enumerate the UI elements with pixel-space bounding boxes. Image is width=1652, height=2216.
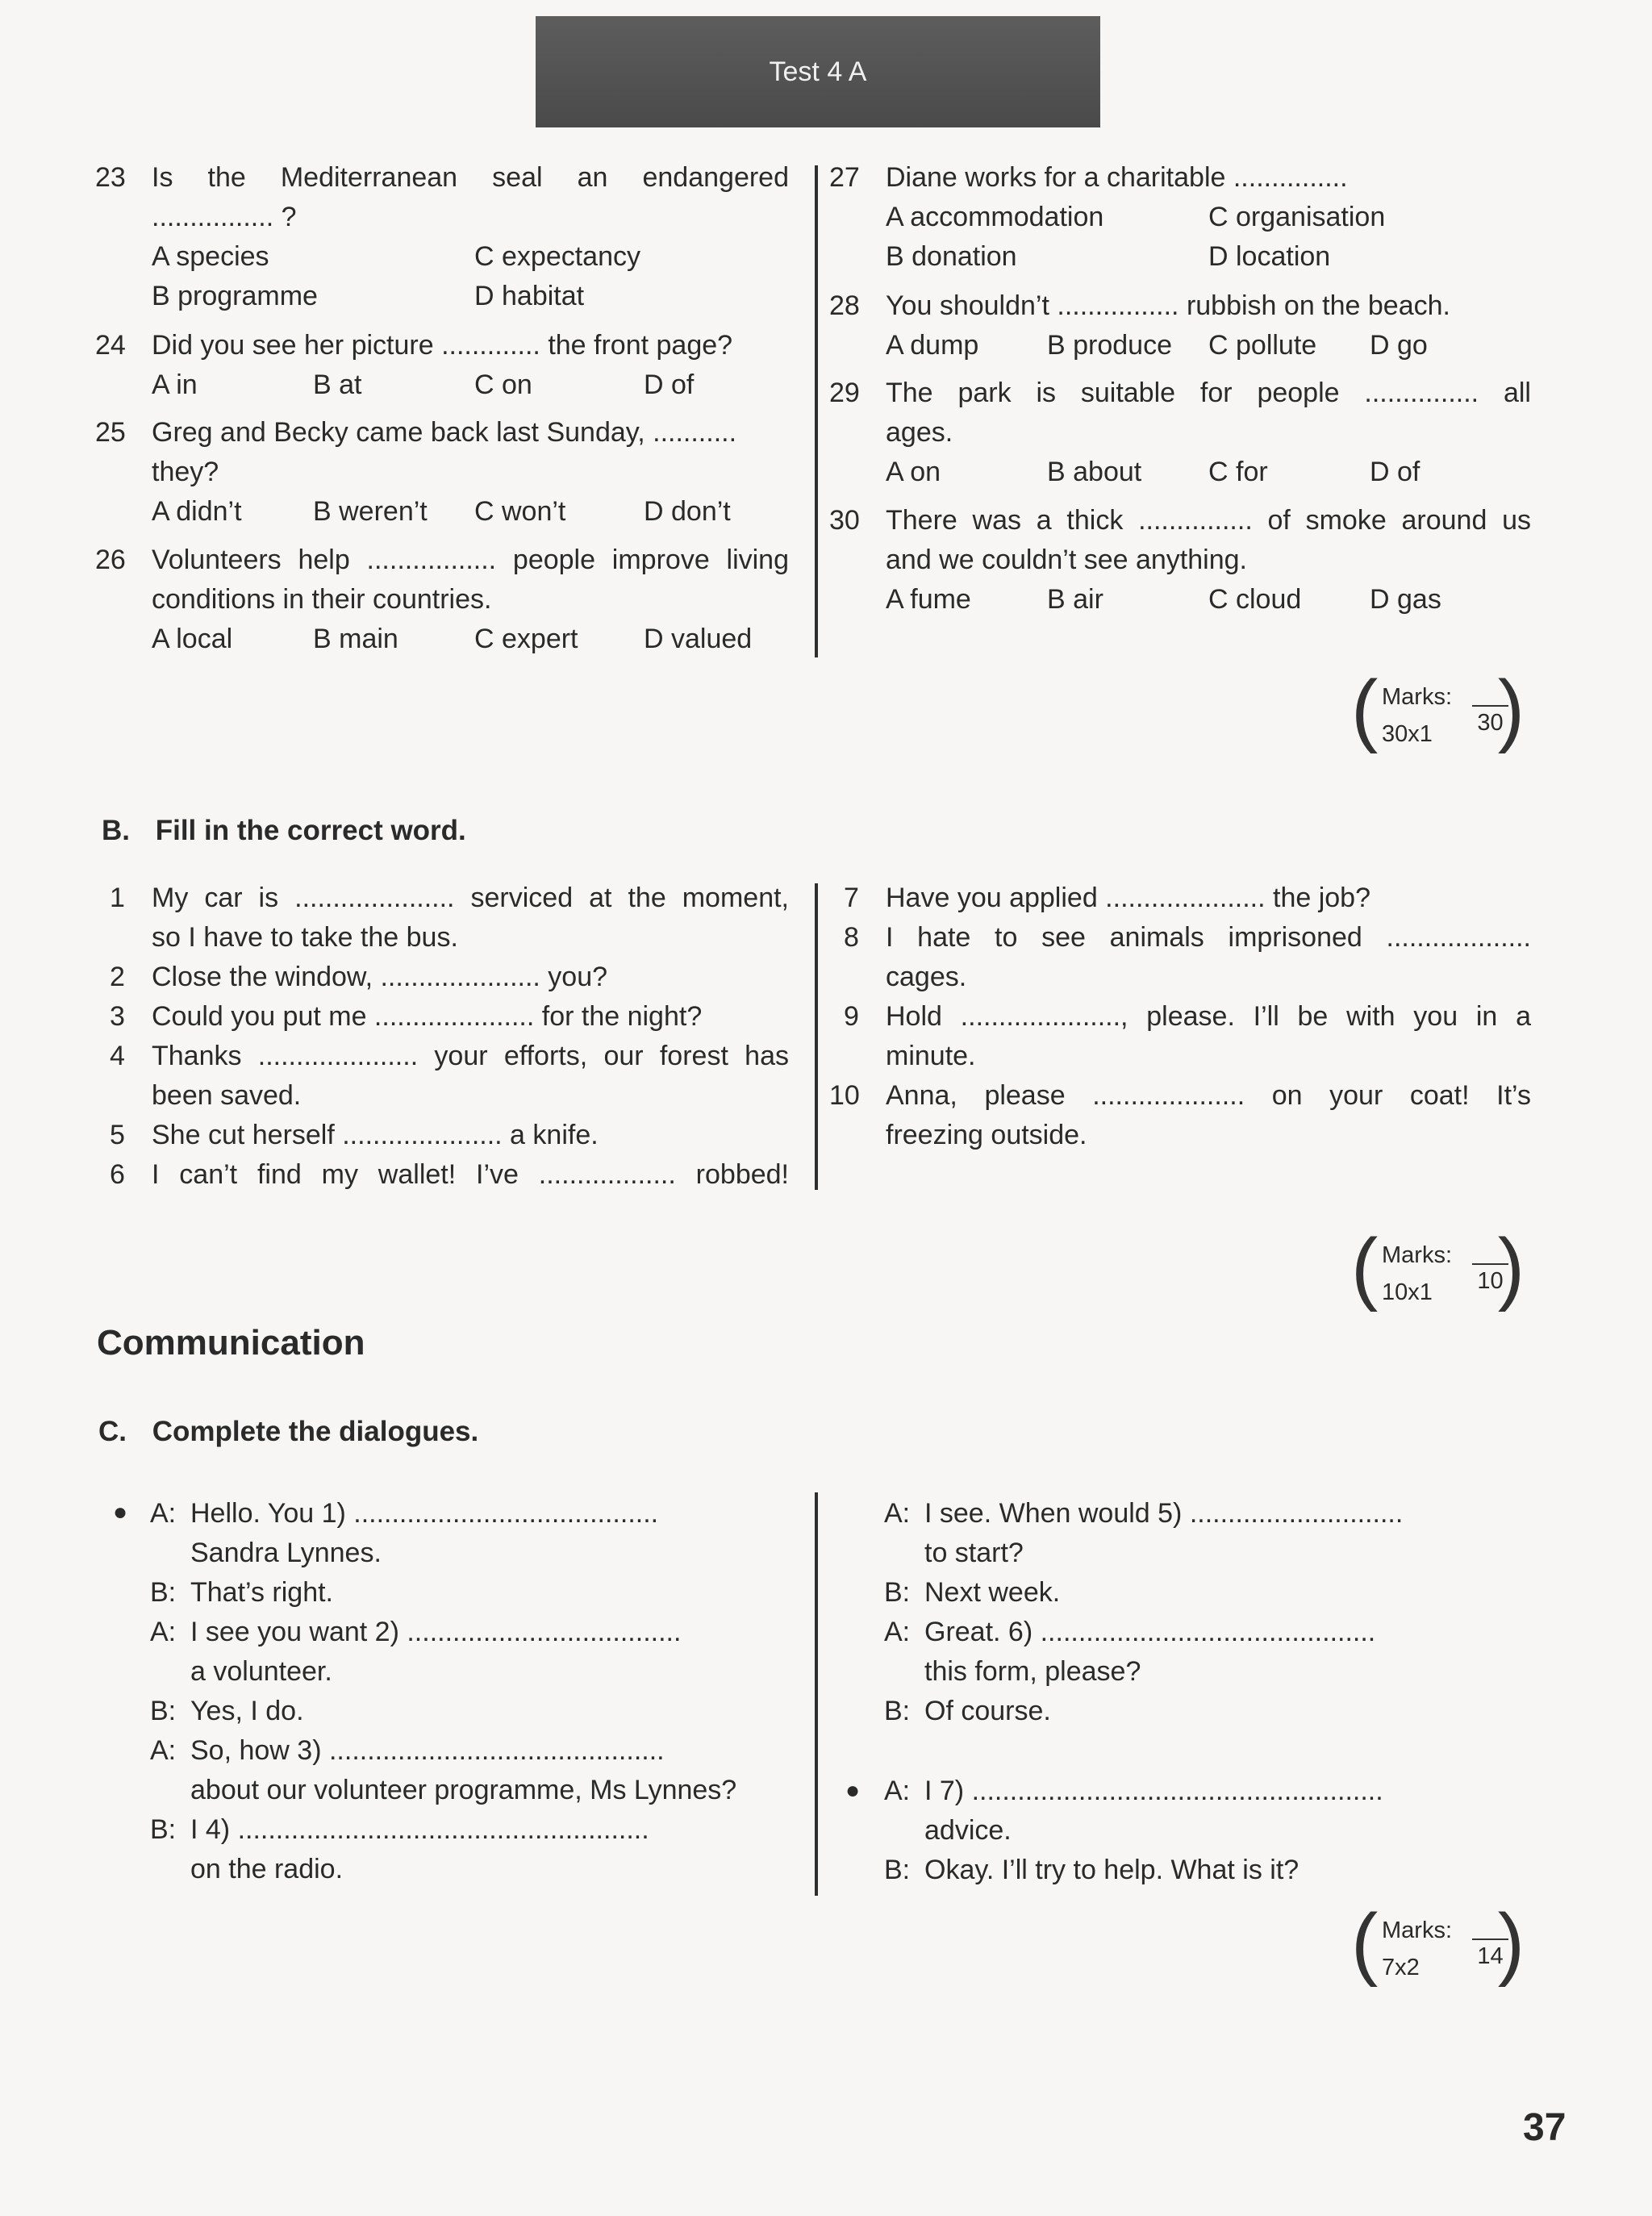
dialogue-text: Of course. (924, 1696, 1051, 1726)
section-instruction: Complete the dialogues. (152, 1416, 479, 1447)
option: C won’t (474, 496, 566, 527)
dialogue-text: Next week. (924, 1577, 1061, 1608)
option: A didn’t (152, 496, 242, 527)
speaker-label: B: (884, 1855, 911, 1885)
column-divider-b (815, 883, 818, 1190)
question-text: The park is suitable for people ............... all (886, 378, 1531, 408)
speaker-label: A: (884, 1498, 911, 1529)
question-30 (829, 501, 1531, 622)
question-24 (95, 326, 789, 407)
dialogue-text: So, how 3) ............................................ (190, 1735, 665, 1766)
question-text: Greg and Becky came back last Sunday, ........... (152, 417, 737, 448)
item-text: Thanks ..................... your efforts, our forest has (152, 1041, 789, 1071)
option: B main (313, 624, 398, 654)
marks-total: 14 (1477, 1943, 1504, 1969)
item-number: 7 (844, 883, 859, 913)
dialogue-text: Okay. I’ll try to help. What is it? (924, 1855, 1299, 1885)
dialogue-text: advice. (924, 1815, 1012, 1846)
option: C expectancy (474, 241, 640, 272)
item-text-cont: so I have to take the bus. (152, 922, 458, 953)
speaker-label: B: (150, 1696, 177, 1726)
option: B programme (152, 281, 318, 311)
option: B at (313, 369, 362, 400)
marks-multiplier: 7x2 (1382, 1955, 1420, 1980)
item-text: Anna, please .................... on your coat! It’s (886, 1080, 1531, 1111)
speaker-label: B: (150, 1577, 177, 1608)
question-text: Did you see her picture ............. the front page? (152, 330, 733, 361)
option: A on (886, 457, 941, 487)
marks-label: Marks: (1382, 1918, 1452, 1943)
column-divider-a (815, 165, 818, 657)
speaker-label: A: (150, 1498, 177, 1529)
question-text: Diane works for a charitable ............... (886, 162, 1348, 193)
option: A species (152, 241, 269, 272)
item-text: She cut herself ..................... a knife. (152, 1120, 599, 1150)
marks-label: Marks: (1382, 684, 1452, 710)
speaker-label: A: (884, 1617, 911, 1647)
item-number: 5 (110, 1120, 125, 1150)
option: B weren’t (313, 496, 428, 527)
question-text: There was a thick ............... of smoke around us (886, 505, 1531, 536)
option: C cloud (1208, 584, 1302, 615)
section-b-title (102, 815, 466, 847)
marks-multiplier: 10x1 (1382, 1279, 1433, 1305)
dialogue-text: Sandra Lynnes. (190, 1538, 382, 1568)
marks-multiplier: 30x1 (1382, 721, 1433, 747)
item-text: I hate to see animals imprisoned ................... (886, 922, 1531, 953)
item-number: 9 (844, 1001, 859, 1032)
item-number: 6 (110, 1159, 125, 1190)
marks-total: 30 (1477, 710, 1504, 736)
option: D location (1208, 241, 1331, 272)
question-29 (829, 374, 1531, 495)
speaker-label: B: (884, 1577, 911, 1608)
option: B donation (886, 241, 1017, 272)
item-text-cont: cages. (886, 962, 967, 992)
option: D habitat (474, 281, 585, 311)
option: D of (1370, 457, 1420, 487)
bullet-icon: ● (845, 1777, 861, 1804)
section-letter: B. (102, 815, 130, 846)
item-text: Hold ....................., please. I’ll be with you in a (886, 1001, 1531, 1032)
item-text-cont: freezing outside. (886, 1120, 1087, 1150)
question-text: Is the Mediterranean seal an endangered (152, 162, 789, 193)
item-number: 4 (110, 1041, 125, 1071)
option: D valued (644, 624, 753, 654)
item-text: Could you put me ..................... for the night? (152, 1001, 703, 1032)
question-text-cont: conditions in their countries. (152, 584, 492, 615)
option: D go (1370, 330, 1428, 361)
section-letter: C. (98, 1416, 127, 1447)
option: C on (474, 369, 532, 400)
question-26 (95, 540, 789, 661)
item-text: Have you applied ..................... the job? (886, 883, 1370, 913)
section-c-title (98, 1416, 478, 1448)
question-number: 29 (829, 378, 860, 408)
option: A in (152, 369, 198, 400)
question-number: 24 (95, 330, 126, 361)
speaker-label: B: (884, 1696, 911, 1726)
speaker-label: B: (150, 1814, 177, 1845)
option: A dump (886, 330, 979, 361)
marks-label: Marks: (1382, 1242, 1452, 1268)
question-number: 27 (829, 162, 860, 193)
test-title: Test 4 A (769, 56, 867, 87)
item-text: I can’t find my wallet! I’ve .................. robbed! (152, 1159, 789, 1190)
dialogue-text: Hello. You 1) ........................................ (190, 1498, 659, 1529)
bullet-icon: ● (113, 1499, 128, 1525)
question-text: You shouldn’t ................ rubbish on the beach. (886, 290, 1450, 321)
dialogue-text: to start? (924, 1538, 1024, 1568)
option: C pollute (1208, 330, 1317, 361)
question-28 (829, 286, 1531, 367)
option: D gas (1370, 584, 1441, 615)
speaker-label: A: (884, 1776, 911, 1806)
item-text: My car is ..................... serviced at the moment, (152, 883, 789, 913)
dialogue-text: I 7) ...................................................... (924, 1776, 1383, 1806)
question-number: 30 (829, 505, 860, 536)
question-text-cont: and we couldn’t see anything. (886, 545, 1247, 575)
question-number: 28 (829, 290, 860, 321)
dialogue-text: I 4) ...................................................... (190, 1814, 649, 1845)
item-number: 2 (110, 962, 125, 992)
option: A accommodation (886, 202, 1104, 232)
dialogue-text: That’s right. (190, 1577, 334, 1608)
question-text-cont: ................ ? (152, 202, 297, 232)
question-27 (829, 158, 1531, 279)
item-number: 1 (110, 883, 125, 913)
dialogue-text: on the radio. (190, 1854, 344, 1884)
question-text: Volunteers help ................. people improve living (152, 545, 789, 575)
question-number: 26 (95, 545, 126, 575)
dialogue-text: I see you want 2) .................................... (190, 1617, 682, 1647)
item-text-cont: minute. (886, 1041, 976, 1071)
option: C for (1208, 457, 1268, 487)
speaker-label: A: (150, 1617, 177, 1647)
page-number: 37 (1523, 2106, 1566, 2149)
option: B produce (1047, 330, 1172, 361)
question-23 (95, 158, 789, 319)
question-number: 25 (95, 417, 126, 448)
option: C expert (474, 624, 578, 654)
speaker-label: A: (150, 1735, 177, 1766)
option: B about (1047, 457, 1142, 487)
option: D of (644, 369, 695, 400)
dialogue-text: Yes, I do. (190, 1696, 304, 1726)
question-text-cont: they? (152, 457, 219, 487)
item-text-cont: been saved. (152, 1080, 302, 1111)
marks-total: 10 (1477, 1268, 1504, 1294)
test-header (536, 16, 1100, 127)
marks-box-a: ( Marks: 30x1 30 ) (1351, 664, 1525, 754)
question-text-cont: ages. (886, 417, 953, 448)
item-number: 8 (844, 922, 859, 953)
item-number: 3 (110, 1001, 125, 1032)
section-instruction: Fill in the correct word. (155, 815, 466, 846)
item-number: 10 (829, 1080, 860, 1111)
option: A local (152, 624, 233, 654)
dialogue-text: I see. When would 5) ............................ (924, 1498, 1404, 1529)
marks-box-b: ( Marks: 10x1 10 ) (1351, 1222, 1525, 1312)
communication-heading: Communication (97, 1323, 365, 1363)
dialogue-text: about our volunteer programme, Ms Lynnes? (190, 1775, 737, 1805)
dialogue-text: this form, please? (924, 1656, 1141, 1687)
option: D don’t (644, 496, 731, 527)
dialogue-text: Great. 6) ............................................ (924, 1617, 1376, 1647)
dialogue-text: a volunteer. (190, 1656, 332, 1687)
option: C organisation (1208, 202, 1386, 232)
question-25 (95, 413, 789, 534)
marks-box-c: ( Marks: 7x2 14 ) (1351, 1897, 1525, 1988)
item-text: Close the window, ..................... you? (152, 962, 608, 992)
question-number: 23 (95, 162, 126, 193)
column-divider-c (815, 1492, 818, 1896)
option: A fume (886, 584, 971, 615)
option: B air (1047, 584, 1103, 615)
